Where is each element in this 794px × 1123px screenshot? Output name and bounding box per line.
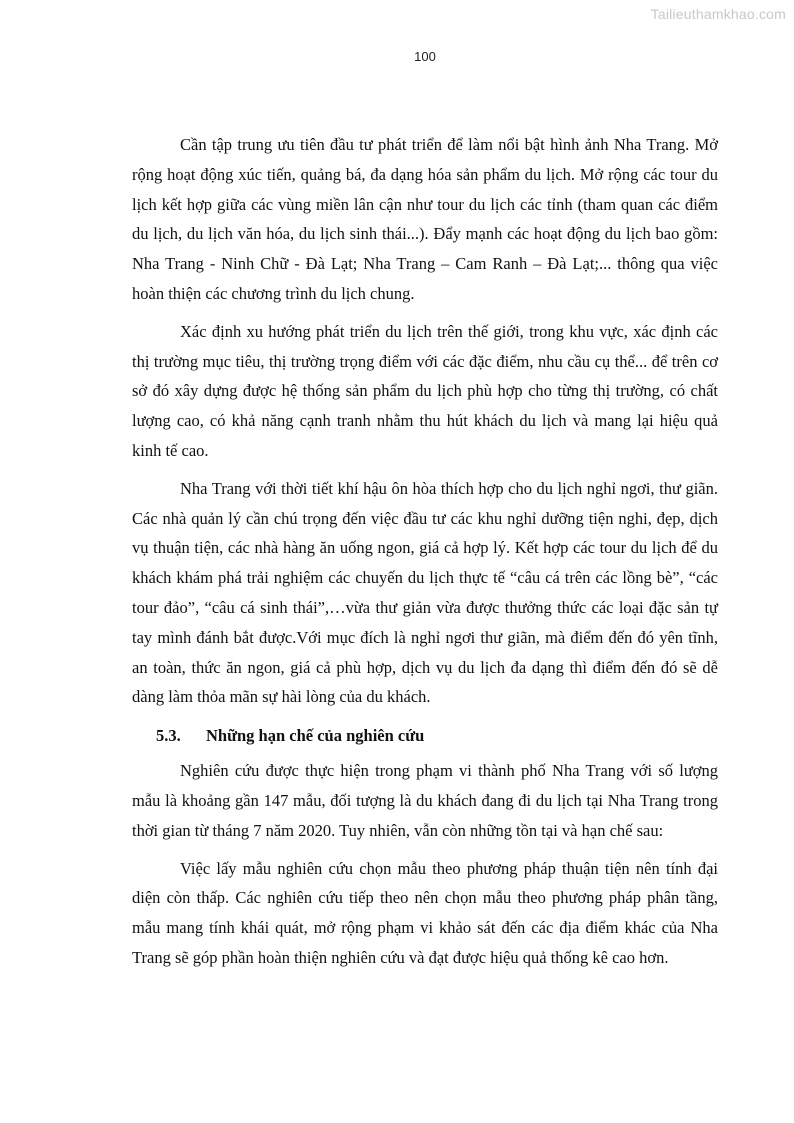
- section-heading: [132, 722, 718, 750]
- paragraph-relaxation-tourism: Nha Trang với thời tiết khí hậu ôn hòa thích hợp cho du lịch nghỉ ngơi, thư giãn. Các nhà quản lý cần chú trọng đến việc đầu tư các khu nghỉ dưỡng tiện nghi, đẹp, dịch vụ thuận tiện, các nhà hàng ăn uống ngon, giá cả hợp lý. Kết hợp các tour du lịch để du khách khám phá trải nghiệm các chuyến du lịch thực tế “câu cá trên các lồng bè”, “các tour đảo”, “câu cá sinh thái”,…vừa thư giản vừa được thưởng thức các loại đặc sản tự tay mình đánh bắt được.Với mục đích là nghỉ ngơi thư giãn, mà điểm đến đó yên tĩnh, an toàn, thức ăn ngon, giá cả phù hợp, dịch vụ du lịch đa dạng thì điểm đến đó sẽ dễ dàng làm thỏa mãn sự hài lòng của du khách.: [132, 478, 718, 707]
- section-number: 5.3.: [156, 726, 181, 746]
- paragraph-sampling-limitation: Việc lấy mẫu nghiên cứu chọn mẫu theo phương pháp thuận tiện nên tính đại diện còn thấp. Các nghiên cứu tiếp theo nên chọn mẫu theo phương pháp phân tầng, mẫu mang tính khái quát, mở rộng phạm vi khảo sát đến các địa điểm khác của Nha Trang sẽ góp phần hoàn thiện nghiên cứu và đạt được hiệu quả thống kê cao hơn.: [132, 858, 718, 967]
- document-body: [132, 130, 718, 981]
- section-title: Những hạn chế của nghiên cứu: [206, 726, 425, 746]
- page-number: 100: [414, 49, 436, 64]
- paragraph-study-scope: Nghiên cứu được thực hiện trong phạm vi thành phố Nha Trang với số lượng mẫu là khoảng gần 147 mẫu, đối tượng là du khách đang đi du lịch tại Nha Trang trong thời gian từ tháng 7 năm 2020. Tuy nhiên, vẫn còn những tồn tại và hạn chế sau:: [132, 761, 718, 840]
- paragraph-market-trends: Xác định xu hướng phát triển du lịch trên thế giới, trong khu vực, xác định các thị trường mục tiêu, thị trường trọng điểm với các đặc điểm, nhu cầu cụ thể... để trên cơ sở đó xây dựng được hệ thống sản phẩm du lịch phù hợp cho từng thị trường, có chất lượng cao, có khả năng cạnh tranh nhằm thu hút khách du lịch và mang lại hiệu quả kinh tế cao.: [132, 321, 718, 460]
- paragraph-promotion: Cần tập trung ưu tiên đầu tư phát triển để làm nổi bật hình ảnh Nha Trang. Mở rộng hoạt động xúc tiến, quảng bá, đa dạng hóa sản phẩm du lịch. Mở rộng các tour du lịch kết hợp giữa các vùng miền lân cận như tour du lịch các tỉnh (tham quan các điểm du lịch, du lịch văn hóa, du lịch sinh thái...). Đẩy mạnh các hoạt động du lịch bao gồm: Nha Trang - Ninh Chữ - Đà Lạt; Nha Trang – Cam Ranh – Đà Lạt;... thông qua việc hoàn thiện các chương trình du lịch chung.: [132, 135, 718, 303]
- watermark: Tailieuthamkhao.com: [650, 6, 786, 22]
